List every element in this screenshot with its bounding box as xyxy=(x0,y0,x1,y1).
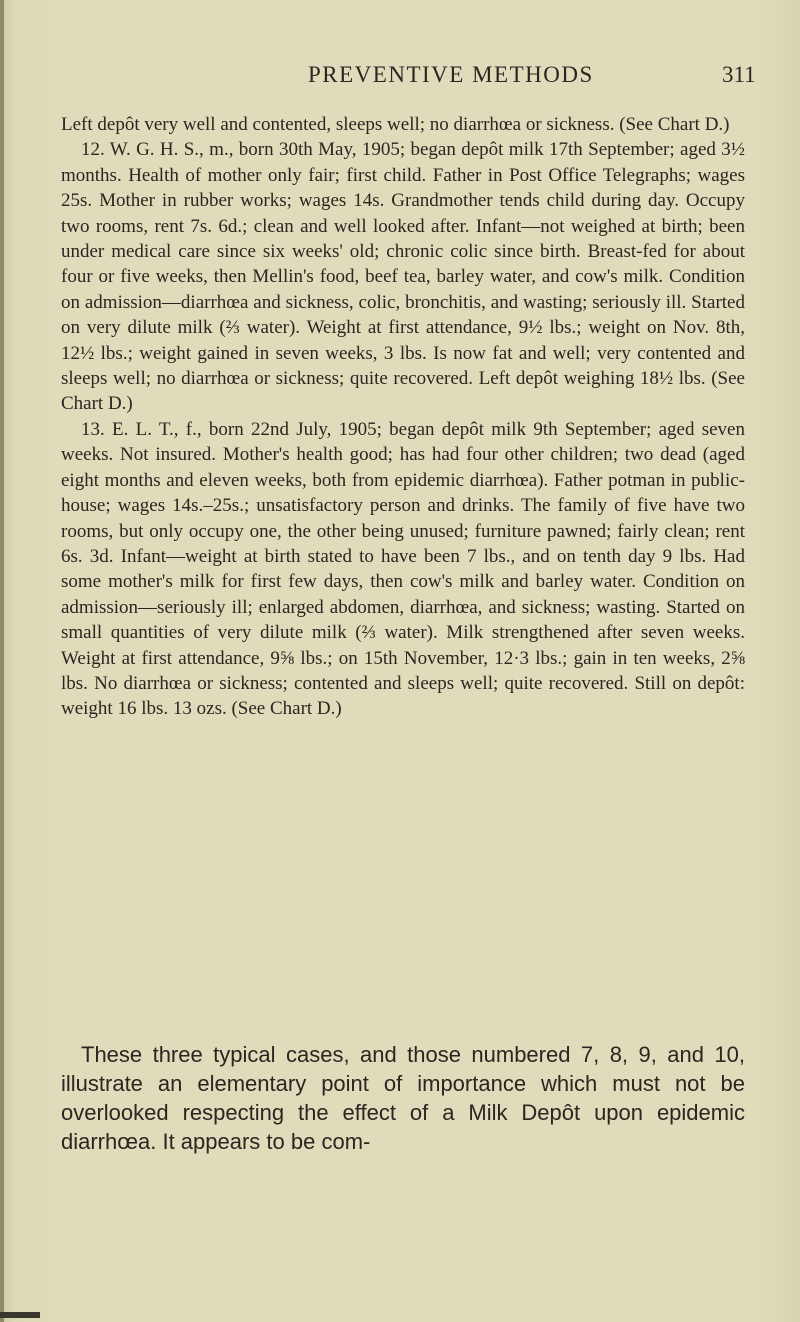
page-edge-shadow xyxy=(0,0,4,1322)
body-text xyxy=(61,112,745,722)
paragraph-case-13: 13. E. L. T., f., born 22nd July, 1905; began depôt milk 9th September; aged seven weeks. Not insured. Mother's health good; has had four other children; two dead (aged eight months and eleven weeks, both from epidemic diarrhœa). Father potman in public-house; wages 14s.–25s.; unsatisfactory person and drinks. The family of five have two rooms, but only occupy one, the other being unused; furniture pawned; fairly clean; rent 6s. 3d. Infant—weight at birth stated to have been 7 lbs., and on tenth day 9 lbs. Had some mother's milk for first few days, then cow's milk and barley water. Condition on admission—seriously ill; enlarged abdomen, diarrhœa, and sickness; wasting. Started on small quantities of very dilute milk (⅔ water). Milk strengthened after seven weeks. Weight at first attendance, 9⅝ lbs.; on 15th November, 12·3 lbs.; gain in ten weeks, 2⅝ lbs. No diarrhœa or sickness; contented and sleeps well; quite recovered. Still on depôt: weight 16 lbs. 13 ozs. (See Chart D.) xyxy=(61,418,745,720)
paragraph-case-11-end: Left depôt very well and contented, sleeps well; no diarrhœa or sickness. (See Chart D.) xyxy=(61,114,730,135)
page-header xyxy=(60,44,760,87)
running-head: PREVENTIVE METHODS xyxy=(308,62,594,87)
page-number: 311 xyxy=(722,62,756,87)
paragraph-case-12: 12. W. G. H. S., m., born 30th May, 1905; began depôt milk 17th September; aged 3½ months. Health of mother only fair; first child. Father in Post Office Telegraphs; wages 25s. Mother in rubber works; wages 14s. Grandmother tends child during day. Occupy two rooms, rent 7s. 6d.; clean and well looked after. Infant—not weighed at birth; been under medical care since six weeks' old; chronic colic since birth. Breast-fed for about four or five weeks, then Mellin's food, beef tea, barley water, and cow's milk. Condition on admission—diarrhœa and sickness, colic, bronchitis, and wasting; seriously ill. Started on very dilute milk (⅔ water). Weight at first attendance, 9½ lbs.; weight on Nov. 8th, 12½ lbs.; weight gained in seven weeks, 3 lbs. Is now fat and well; very contented and sleeps well; no diarrhœa or sickness; quite recovered. Left depôt weighing 18½ lbs. (See Chart D.) xyxy=(61,139,745,415)
closing-section xyxy=(61,1040,745,1156)
paragraph-closing: These three typical cases, and those numbered 7, 8, 9, and 10, illustrate an elementary point of importance which must not be overlooked respecting the effect of a Milk Depôt upon epidemic diarrhœa. It appears to be com- xyxy=(61,1042,745,1154)
page-corner-mark xyxy=(0,1312,40,1318)
